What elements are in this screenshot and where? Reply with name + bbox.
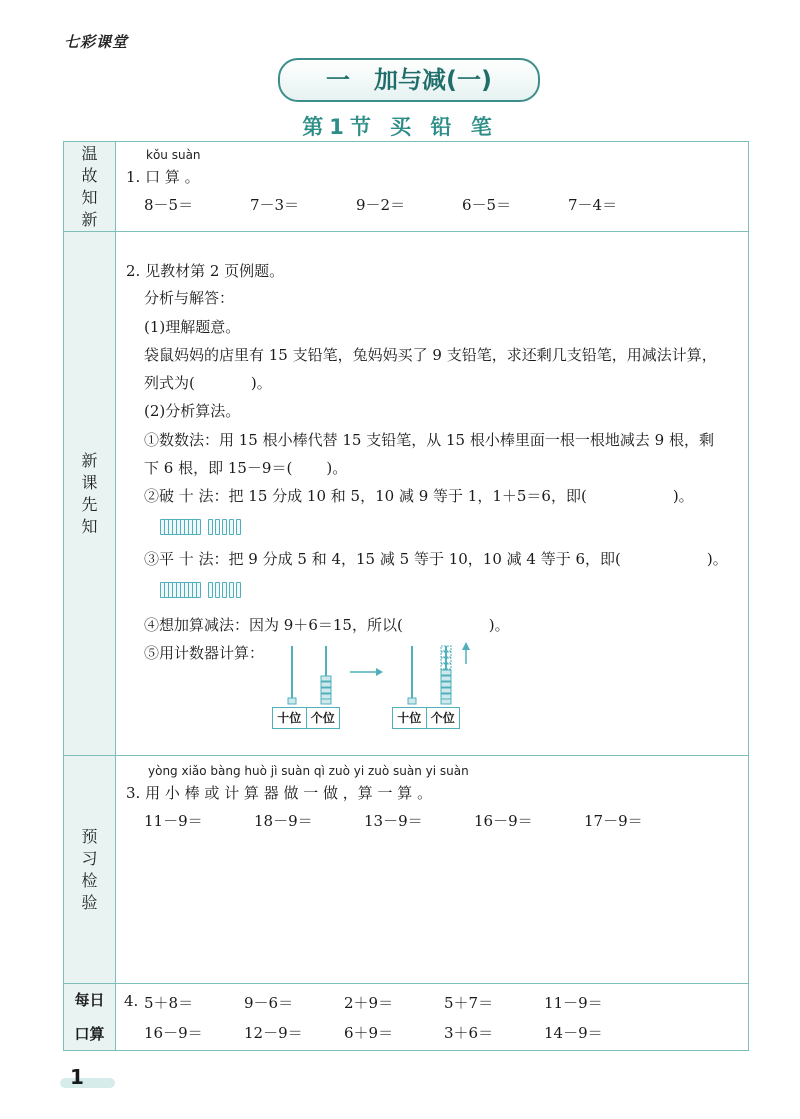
method3-suffix: )。 — [706, 550, 728, 568]
stick — [196, 582, 201, 598]
chapter-title: 一 加与减(一) — [278, 58, 540, 102]
stick — [215, 582, 220, 598]
sticks-illustration-break-ten — [160, 519, 310, 535]
ones-bead — [441, 688, 451, 693]
pinyin-line: kǒu suàn — [146, 148, 201, 162]
up-arrow-head — [462, 642, 470, 650]
row-preview — [64, 756, 748, 984]
equation: 6－5＝ — [462, 196, 512, 214]
equation: 18－9＝ — [254, 812, 313, 830]
stick — [222, 582, 227, 598]
ones-bead — [321, 699, 331, 704]
method1-line1: ①数数法：用 15 根小棒代替 15 支铅笔，从 15 根小棒里面一根一根地减去 9 根，剩 — [144, 431, 714, 449]
ones-place-label: 个位 — [426, 708, 460, 728]
equation: 7－4＝ — [568, 196, 618, 214]
method1-suffix: )。 — [326, 459, 348, 477]
worksheet-table — [63, 141, 749, 1051]
sticks-illustration-level-ten — [160, 582, 310, 598]
equation: 6＋9＝ — [344, 1024, 394, 1042]
analysis-label: 分析与解答： — [144, 289, 235, 307]
method1-line2 — [144, 457, 347, 478]
page-number: 1 — [70, 1065, 84, 1089]
equation: 12－9＝ — [244, 1024, 303, 1042]
step2-label: (2)分析算法。 — [144, 402, 241, 420]
section-title: 第1节 买 铅 笔 — [302, 115, 498, 139]
expression-line — [144, 372, 272, 393]
question-number: 4. — [124, 992, 139, 1010]
expression-suffix: )。 — [250, 374, 272, 392]
ones-bead — [441, 694, 451, 699]
equation: 16－9＝ — [144, 1024, 203, 1042]
equation: 5＋7＝ — [444, 994, 494, 1012]
method3-text: ③平 十 法：把 9 分成 5 和 4，15 减 5 等于 10，10 减 4 等于 6，即( — [144, 550, 621, 568]
tens-place-label: 十位 — [397, 711, 422, 725]
problem-text: 袋鼠妈妈的店里有 15 支铅笔，兔妈妈买了 9 支铅笔，求还剩几支铅笔，用减法计算， — [144, 346, 717, 364]
equation: 16－9＝ — [474, 812, 533, 830]
counter-base-after — [392, 707, 460, 729]
equation: 3＋6＝ — [444, 1024, 494, 1042]
stick — [215, 519, 220, 535]
newlesson-content — [126, 232, 738, 755]
stick — [222, 519, 227, 535]
tens-bead — [408, 698, 416, 704]
row-label: 预习检验 — [81, 826, 98, 912]
ones-bead — [321, 688, 331, 693]
question-heading: 1. 口 算 。 — [126, 168, 200, 186]
pinyin-line: yòng xiǎo bàng huò jì suàn qì zuò yi zuò suàn yi suàn — [148, 764, 469, 778]
arrow-head — [376, 668, 383, 676]
method2-text: ②破 十 法：把 15 分成 10 和 5，10 减 9 等于 1，1＋5＝6，即( — [144, 487, 587, 505]
tens-place-label: 十位 — [277, 711, 302, 725]
brand-logo: 七彩课堂 — [64, 33, 129, 51]
method3-line — [144, 548, 728, 569]
equation: 11－9＝ — [544, 994, 603, 1012]
method1-prefix: 下 6 根，即 15－9＝( — [144, 459, 293, 477]
warmup-content — [126, 142, 738, 231]
stick — [208, 519, 213, 535]
question-heading: 3. 用 小 棒 或 计 算 器 做 一 做 ，算 一 算 。 — [126, 784, 433, 802]
tens-bead — [288, 698, 296, 704]
equation: 9－6＝ — [244, 994, 294, 1012]
preview-content — [126, 756, 738, 983]
ones-bead — [441, 682, 451, 687]
equation: 11－9＝ — [144, 812, 203, 830]
row-label: 口算 — [74, 1025, 105, 1043]
step1-label: (1)理解题意。 — [144, 318, 241, 336]
row-label-cell — [64, 984, 116, 1050]
equation: 17－9＝ — [584, 812, 643, 830]
daily-content — [124, 984, 738, 1050]
method2-suffix: )。 — [672, 487, 694, 505]
equation: 9－2＝ — [356, 196, 406, 214]
ones-bead — [321, 676, 331, 681]
ones-bead — [441, 699, 451, 704]
equation: 8－5＝ — [144, 196, 194, 214]
equation: 5＋8＝ — [144, 994, 194, 1012]
row-daily — [64, 984, 748, 1050]
row-label-cell — [64, 232, 116, 755]
stick — [229, 519, 234, 535]
question-heading: 2. 见教材第 2 页例题。 — [126, 262, 285, 280]
page-number-decoration — [60, 1078, 115, 1088]
row-label-cell — [64, 756, 116, 983]
method4-suffix: )。 — [488, 616, 510, 634]
equation: 14－9＝ — [544, 1024, 603, 1042]
counter-base-before — [272, 707, 340, 729]
equation: 2＋9＝ — [344, 994, 394, 1012]
equation: 7－3＝ — [250, 196, 300, 214]
method2-line — [144, 485, 694, 506]
expression-prefix: 列式为( — [144, 374, 195, 392]
ones-bead — [441, 676, 451, 681]
stick — [236, 519, 241, 535]
stick — [236, 582, 241, 598]
ones-bead — [441, 670, 451, 675]
stick — [196, 519, 201, 535]
equation: 13－9＝ — [364, 812, 423, 830]
row-label: 每日 — [74, 991, 105, 1009]
method5-label: ⑤用计数器计算： — [144, 644, 265, 662]
ones-place-label: 个位 — [306, 708, 340, 728]
ones-bead — [321, 694, 331, 699]
row-label-cell — [64, 142, 116, 231]
row-newlesson — [64, 232, 748, 756]
stick — [208, 582, 213, 598]
row-label: 温故知新 — [81, 143, 98, 229]
ones-bead — [321, 682, 331, 687]
method4-line — [144, 614, 510, 635]
row-label: 新课先知 — [81, 450, 98, 536]
method4-prefix: ④想加算减法：因为 9＋6＝15，所以( — [144, 616, 403, 634]
row-warmup — [64, 142, 748, 232]
stick — [229, 582, 234, 598]
